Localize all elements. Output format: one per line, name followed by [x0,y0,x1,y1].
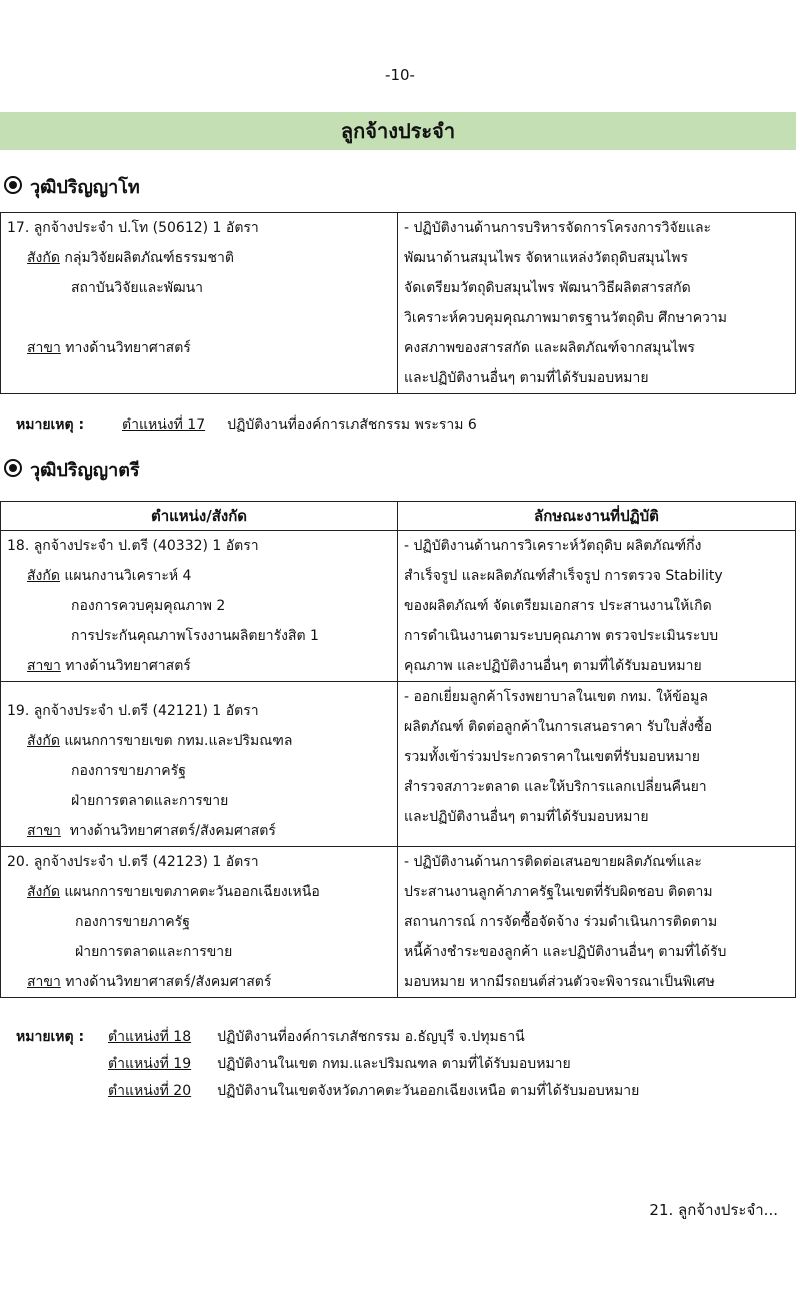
continuation-text: 21. ลูกจ้างประจำ... [649,1201,778,1219]
duty-line: การดำเนินงานตามระบบคุณภาพ ตรวจประเมินระบบ [404,628,719,644]
position-cell-17 [1,213,398,394]
remark-text: ปฏิบัติงานที่องค์การเภสัชกรรม พระราม 6 [227,417,477,433]
table-row [1,682,796,847]
affiliation-label: สังกัด [27,733,60,749]
affiliation-line: กองการควบคุมคุณภาพ 2 [71,598,226,614]
duties-cell-20 [398,847,796,998]
radio-bullet-icon [4,176,22,194]
branch-value: ทางด้านวิทยาศาสตร์ [65,658,191,674]
affiliation-line: แผนกการขายเขตภาคตะวันออกเฉียงเหนือ [64,884,320,900]
table-row [1,847,796,998]
affiliation-line: แผนกการขายเขต กทม.และปริมณฑล [64,733,293,749]
duty-line: คุณภาพ และปฏิบัติงานอื่นๆ ตามที่ได้รับมอบหมาย [404,658,702,674]
duty-line: จัดเตรียมวัตถุดิบสมุนไพร พัฒนาวิธีผลิตสารสกัด [404,280,691,296]
affiliation-label: สังกัด [27,568,60,584]
remark-position: ตำแหน่งที่ 20 [108,1083,192,1099]
remark-text: ปฏิบัติงานที่องค์การเภสัชกรรม อ.ธัญบุรี จ.ปทุมธานี [217,1029,525,1045]
affiliation-line: ฝ่ายการตลาดและการขาย [75,944,233,960]
remark-label: หมายเหตุ : [16,1029,85,1045]
branch-label: สาขา [27,823,61,839]
master-positions-table [0,212,796,394]
affiliation-line: กลุ่มวิจัยผลิตภัณฑ์ธรรมชาติ [64,250,234,266]
branch-value: ทางด้านวิทยาศาสตร์/สังคมศาสตร์ [65,974,272,990]
duty-line: - ออกเยี่ยมลูกค้าโรงพยาบาลในเขต กทม. ให้ข้อมูล [404,689,708,705]
branch-label: สาขา [27,340,61,356]
duty-line: รวมทั้งเข้าร่วมประกวดราคาในเขตที่รับมอบหมาย [404,749,700,765]
duties-cell-18 [398,531,796,682]
duty-line: และปฏิบัติงานอื่นๆ ตามที่ได้รับมอบหมาย [404,809,649,825]
duty-line: หนี้ค้างชำระของลูกค้า และปฏิบัติงานอื่นๆ ตามที่ได้รับ [404,944,727,960]
table-row [1,531,796,682]
duty-line: มอบหมาย หากมีรถยนต์ส่วนตัวจะพิจารณาเป็นพิเศษ [404,974,715,990]
duty-line: - ปฏิบัติงานด้านการติดต่อเสนอขายผลิตภัณฑ์และ [404,854,702,870]
remark-position: ตำแหน่งที่ 18 [108,1029,192,1045]
duty-line: ของผลิตภัณฑ์ จัดเตรียมเอกสาร ประสานงานให้เกิด [404,598,712,614]
remark-2 [16,1024,639,1105]
page-number: -10- [385,66,415,84]
duty-line: สำเร็จรูป และผลิตภัณฑ์สำเร็จรูป การตรวจ Stability [404,568,723,584]
position-title-20: 20. ลูกจ้างประจำ ป.ตรี (42123) 1 อัตรา [7,854,259,870]
duty-line: วิเคราะห์ควบคุมคุณภาพมาตรฐานวัตถุดิบ ศึกษาความ [404,310,728,326]
duties-cell-19 [398,682,796,847]
table-header-row [1,502,796,531]
bachelor-degree-label: วุฒิปริญญาตรี [30,460,140,481]
remark-position: ตำแหน่งที่ 19 [108,1056,192,1072]
bachelor-positions-table [0,501,796,998]
position-cell-20 [1,847,398,998]
remark-position: ตำแหน่งที่ 17 [122,417,206,433]
duty-line: คงสภาพของสารสกัด และผลิตภัณฑ์จากสมุนไพร [404,340,695,356]
duty-line: ผลิตภัณฑ์ ติดต่อลูกค้าในการเสนอราคา รับใบสั่งซื้อ [404,719,713,735]
remark-1 [16,412,477,439]
branch-value: ทางด้านวิทยาศาสตร์/สังคมศาสตร์ [69,823,276,839]
table-row [1,213,796,394]
affiliation-label: สังกัด [27,884,60,900]
branch-label: สาขา [27,658,61,674]
position-title-17: 17. ลูกจ้างประจำ ป.โท (50612) 1 อัตรา [7,220,259,236]
master-degree-heading [4,172,140,201]
remark-text: ปฏิบัติงานในเขต กทม.และปริมณฑล ตามที่ได้รับมอบหมาย [217,1056,571,1072]
duties-cell-17 [398,213,796,394]
duty-line: สถานการณ์ การจัดซื้อจัดจ้าง ร่วมดำเนินการติดตาม [404,914,718,930]
affiliation-line: ฝ่ายการตลาดและการขาย [71,793,229,809]
position-title-18: 18. ลูกจ้างประจำ ป.ตรี (40332) 1 อัตรา [7,538,259,554]
position-cell-19 [1,682,398,847]
remark-text: ปฏิบัติงานในเขตจังหวัดภาคตะวันออกเฉียงเหนือ ตามที่ได้รับมอบหมาย [217,1083,640,1099]
affiliation-line: แผนกงานวิเคราะห์ 4 [64,568,192,584]
branch-value: ทางด้านวิทยาศาสตร์ [65,340,191,356]
affiliation-label: สังกัด [27,250,60,266]
master-degree-label: วุฒิปริญญาโท [30,177,140,198]
affiliation-line: การประกันคุณภาพโรงงานผลิตยารังสิต 1 [71,628,319,644]
affiliation-line: กองการขายภาครัฐ [75,914,190,930]
section-banner: ลูกจ้างประจำ [0,112,796,150]
affiliation-line: สถาบันวิจัยและพัฒนา [71,280,204,296]
position-title-19: 19. ลูกจ้างประจำ ป.ตรี (42121) 1 อัตรา [7,703,259,719]
position-cell-18 [1,531,398,682]
affiliation-line: กองการขายภาครัฐ [71,763,186,779]
branch-label: สาขา [27,974,61,990]
duty-line: ประสานงานลูกค้าภาครัฐในเขตที่รับผิดชอบ ติดตาม [404,884,713,900]
duty-line: และปฏิบัติงานอื่นๆ ตามที่ได้รับมอบหมาย [404,370,649,386]
duty-line: สำรวจสภาวะตลาด และให้บริการแลกเปลี่ยนคืนยา [404,779,707,795]
remark-label: หมายเหตุ : [16,417,85,433]
duty-line: พัฒนาด้านสมุนไพร จัดหาแหล่งวัตถุดิบสมุนไพร [404,250,689,266]
column-header-duties: ลักษณะงานที่ปฏิบัติ [398,502,796,531]
column-header-position: ตำแหน่ง/สังกัด [1,502,398,531]
bachelor-degree-heading [4,455,140,484]
radio-bullet-icon [4,459,22,477]
duty-line: - ปฏิบัติงานด้านการวิเคราะห์วัตถุดิบ ผลิตภัณฑ์กึ่ง [404,538,702,554]
duty-line: - ปฏิบัติงานด้านการบริหารจัดการโครงการวิจัยและ [404,220,712,236]
